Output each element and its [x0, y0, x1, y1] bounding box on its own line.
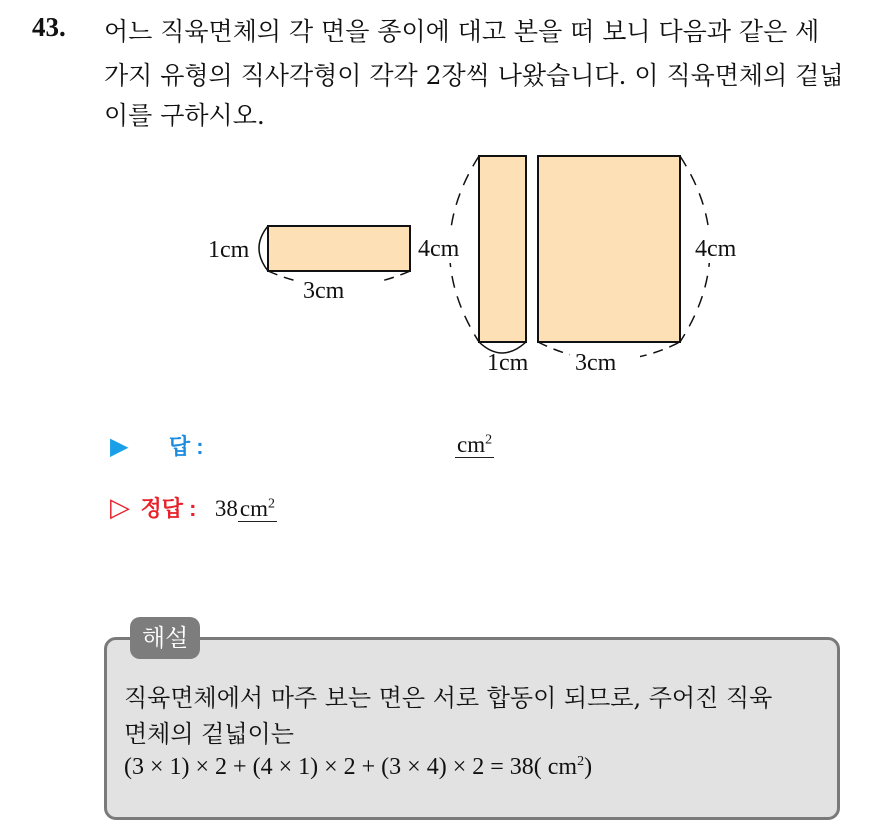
correct-marker-icon: ▷ [110, 492, 130, 522]
answer-marker-icon: ▶ [110, 433, 129, 460]
rectangle-4x3 [538, 156, 754, 377]
label-1cm-left: 1cm [208, 237, 250, 263]
label-1cm-bottom: 1cm [487, 350, 529, 376]
correct-value: 38 [214, 496, 238, 521]
rectangle-1x3-shape [268, 226, 410, 271]
answer-unit-text: cm [457, 432, 486, 457]
label-3cm-bottom: 3cm [303, 278, 345, 304]
answer-label: 답 : [168, 434, 204, 459]
label-3cm-bottom-right: 3cm [575, 350, 617, 376]
solution-formula-exp: 2 [577, 754, 585, 769]
solution-formula [124, 754, 592, 781]
rectangle-4x3-shape [538, 156, 680, 342]
solution-tab: 해설 [130, 617, 200, 659]
rectangles-figure [0, 0, 884, 400]
question-line-2: 가지 유형의 직사각형이 각각 2장씩 나왔습니다. 이 직육면체의 겉넓 [104, 61, 844, 90]
height-arc-1cm [259, 226, 268, 271]
answer-row [110, 430, 204, 461]
rectangle-4x1-shape [479, 156, 526, 342]
solution-formula-text: (3 × 1) × 2 + (4 × 1) × 2 + (3 × 4) × 2 = 38( cm [124, 754, 578, 780]
correct-answer-row [110, 492, 277, 523]
answer-unit-exp: 2 [485, 432, 493, 448]
correct-unit-exp: 2 [267, 496, 275, 512]
solution-line-1: 직육면체에서 마주 보는 면은 서로 합동이 되므로, 주어진 직육 [124, 684, 773, 712]
rectangle-4x1 [414, 156, 529, 376]
answer-unit [455, 432, 494, 458]
correct-unit-text: cm [239, 496, 268, 521]
solution-formula-close: ) [584, 754, 593, 780]
label-4cm-left: 4cm [418, 236, 460, 262]
solution-line-2: 면체의 겉넓이는 [124, 720, 294, 748]
question-line-1: 어느 직육면체의 각 면을 종이에 대고 본을 떠 보니 다음과 같은 세 [104, 17, 820, 46]
correct-label: 정답 : [140, 496, 197, 521]
rectangle-1x3 [208, 226, 410, 306]
question-line-3: 이를 구하시오. [104, 101, 265, 130]
label-4cm-right: 4cm [695, 236, 737, 262]
question-number: 43. [32, 12, 66, 42]
